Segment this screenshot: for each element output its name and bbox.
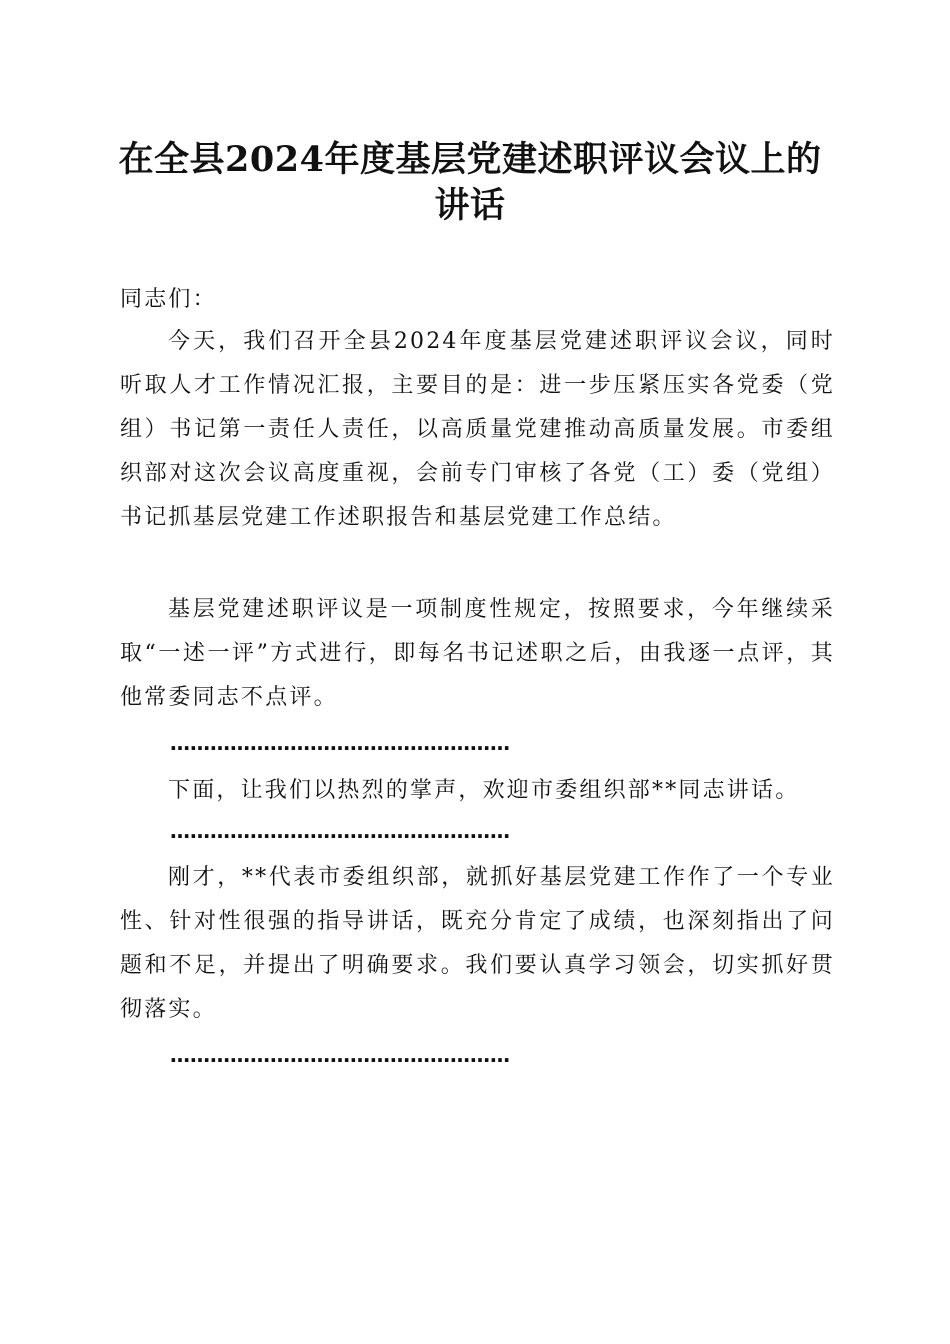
document-title-line-2: 讲话	[434, 185, 506, 226]
ellipsis-separator-1: ……………………………………………	[170, 731, 510, 755]
salutation: 同志们：	[120, 287, 217, 312]
paragraph-opening: 今天，我们召开全县2024年度基层党建述职评议会议，同时听取人才工作情况汇报，主要目的是：进一步压紧压实各党委（党组）书记第一责任人责任，以高质量党建推动高质量发展。市委组织部对这次会议高度重视，会前专门审核了各党（工）委（党组）书记抓基层党建工作述职报告和基层党建工作总结。	[120, 329, 835, 530]
ellipsis-separator-2: ……………………………………………	[170, 819, 510, 843]
paragraph-evaluation-method: 基层党建述职评议是一项制度性规定，按照要求，今年继续采取“一述一评”方式进行，即每名书记述职之后，由我逐一点评，其他常委同志不点评。	[120, 597, 835, 710]
document-title-line-1: 在全县2024年度基层党建述职评议会议上的	[118, 139, 822, 180]
paragraph-invitation: 下面，让我们以热烈的掌声，欢迎市委组织部**同志讲话。	[168, 778, 800, 803]
ellipsis-separator-3: ……………………………………………	[170, 1043, 510, 1067]
paragraph-summary: 刚才，**代表市委组织部，就抓好基层党建工作作了一个专业性、针对性很强的指导讲话，既充分肯定了成绩，也深刻指出了问题和不足，并提出了明确要求。我们要认真学习领会，切实抓好贯彻落实。	[120, 865, 835, 1022]
